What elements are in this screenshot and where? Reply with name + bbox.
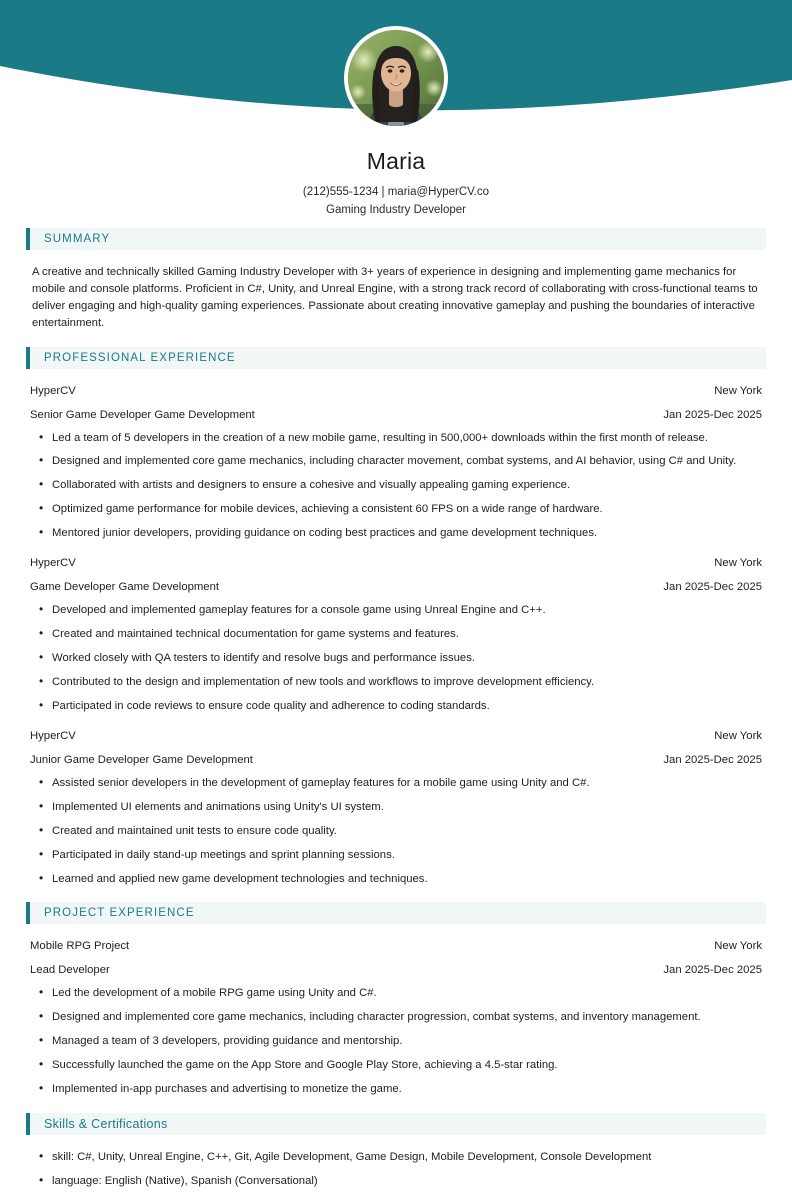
- title-row: [30, 962, 762, 979]
- company-row: [30, 383, 762, 400]
- summary-text: A creative and technically skilled Gaming Industry Developer with 3+ years of experience in designing and implementing game mechanics for mobile and console platforms. Proficient in C#, Unity, and Unreal Engine, with a strong track record of collaborating with cross-functional teams to deliver engaging and high-quality gaming experiences. Passionate about creating innovative gameplay and pushing the boundaries of interactive entertainment.: [32, 266, 758, 330]
- bullet-list: [30, 985, 762, 1097]
- title-row: [30, 752, 762, 769]
- project-row: [30, 938, 762, 955]
- list-item: • Successfully launched the game on the App Store and Google Play Store, achieving a 4.5-star rating.: [30, 1057, 762, 1073]
- location: New York: [714, 940, 762, 953]
- bullet-list: [30, 1149, 762, 1189]
- resume-body: [0, 228, 792, 1196]
- job-title: Junior Game Developer Game Development: [30, 754, 253, 767]
- bullet-list: [30, 775, 762, 887]
- project-role: Lead Developer: [30, 964, 110, 977]
- list-item: • Learned and applied new game development technologies and techniques.: [30, 871, 762, 887]
- company-name: HyperCV: [30, 384, 76, 397]
- list-item: • Participated in code reviews to ensure code quality and adherence to coding standards.: [30, 698, 762, 714]
- company-row: [30, 728, 762, 745]
- section-summary: [0, 228, 792, 333]
- list-item: • Contributed to the design and implementation of new tools and workflows to improve development efficiency.: [30, 674, 762, 690]
- list-item: • Created and maintained technical documentation for game systems and features.: [30, 626, 762, 642]
- title-row: [30, 579, 762, 596]
- section-body-professional-experience: [0, 383, 792, 887]
- identity-block: [0, 148, 792, 220]
- company-row: [30, 555, 762, 572]
- list-item: • Managed a team of 3 developers, providing guidance and mentorship.: [30, 1033, 762, 1049]
- company-name: HyperCV: [30, 730, 76, 743]
- contact-line: (212)555-1234 | maria@HyperCV.co: [302, 186, 490, 199]
- profile-photo: [348, 30, 444, 126]
- experience-entry: [30, 555, 762, 714]
- experience-entry: [30, 383, 762, 542]
- section-header-project-experience: [26, 902, 766, 924]
- list-item: • Created and maintained unit tests to ensure code quality.: [30, 823, 762, 839]
- date-range: Jan 2025-Dec 2025: [663, 408, 762, 421]
- list-item: • Designed and implemented core game mechanics, including character progression, combat systems, and inventory management.: [30, 1009, 762, 1025]
- section-body-project-experience: [0, 938, 792, 1097]
- section-skills-certifications: [0, 1113, 792, 1189]
- company-name: HyperCV: [30, 557, 76, 570]
- title-row: [30, 407, 762, 424]
- list-item: • Led the development of a mobile RPG game using Unity and C#.: [30, 985, 762, 1001]
- section-project-experience: [0, 902, 792, 1097]
- experience-entry: [30, 728, 762, 887]
- bullet-list: [30, 430, 762, 542]
- section-title: SUMMARY: [44, 233, 111, 245]
- professional-headline: Gaming Industry Developer: [326, 204, 466, 217]
- list-item: • Implemented UI elements and animations using Unity's UI system.: [30, 799, 762, 815]
- location: New York: [714, 384, 762, 397]
- list-item: • Developed and implemented gameplay features for a console game using Unreal Engine and C++.: [30, 602, 762, 618]
- section-title: PROFESSIONAL EXPERIENCE: [44, 351, 236, 364]
- accent-bar: [26, 1113, 30, 1135]
- section-body-summary: [0, 264, 792, 333]
- location: New York: [714, 730, 762, 743]
- section-title: PROJECT EXPERIENCE: [44, 907, 195, 920]
- list-item: • Designed and implemented core game mechanics, including character movement, combat systems, and AI behavior, using C# and Unity.: [30, 453, 762, 469]
- job-title: Game Developer Game Development: [30, 581, 219, 594]
- location: New York: [714, 557, 762, 570]
- job-title: Senior Game Developer Game Development: [30, 408, 255, 421]
- list-item: • Assisted senior developers in the development of gameplay features for a mobile game using Unity and C#.: [30, 775, 762, 791]
- list-item: • Optimized game performance for mobile devices, achieving a consistent 60 FPS on a wide range of hardware.: [30, 501, 762, 517]
- project-name: Mobile RPG Project: [30, 940, 130, 953]
- list-item: • Participated in daily stand-up meetings and sprint planning sessions.: [30, 847, 762, 863]
- date-range: Jan 2025-Dec 2025: [663, 581, 762, 594]
- avatar: [344, 26, 448, 130]
- date-range: Jan 2025-Dec 2025: [663, 964, 762, 977]
- section-header-professional-experience: [26, 347, 766, 369]
- list-item: • Mentored junior developers, providing guidance on coding best practices and game development techniques.: [30, 525, 762, 541]
- accent-bar: [26, 347, 30, 369]
- section-title: Skills & Certifications: [44, 1116, 168, 1131]
- section-header-summary: [26, 228, 766, 250]
- candidate-name: Maria: [366, 148, 426, 174]
- list-item: • Implemented in-app purchases and advertising to monetize the game.: [30, 1081, 762, 1097]
- section-body-skills: [0, 1149, 792, 1189]
- section-header-skills-certifications: [26, 1113, 766, 1135]
- list-item: • language: English (Native), Spanish (Conversational): [30, 1173, 762, 1189]
- project-entry: [30, 938, 762, 1097]
- date-range: Jan 2025-Dec 2025: [663, 754, 762, 767]
- list-item: • Collaborated with artists and designers to ensure a cohesive and visually appealing gaming experience.: [30, 477, 762, 493]
- list-item: • Led a team of 5 developers in the creation of a new mobile game, resulting in 500,000+ downloads within the first month of release.: [30, 430, 762, 446]
- accent-bar: [26, 902, 30, 924]
- list-item: • skill: C#, Unity, Unreal Engine, C++, Git, Agile Development, Game Design, Mobile Development, Console Development: [30, 1149, 762, 1165]
- section-professional-experience: [0, 347, 792, 887]
- list-item: • Worked closely with QA testers to identify and resolve bugs and performance issues.: [30, 650, 762, 666]
- accent-bar: [26, 228, 30, 250]
- bullet-list: [30, 602, 762, 714]
